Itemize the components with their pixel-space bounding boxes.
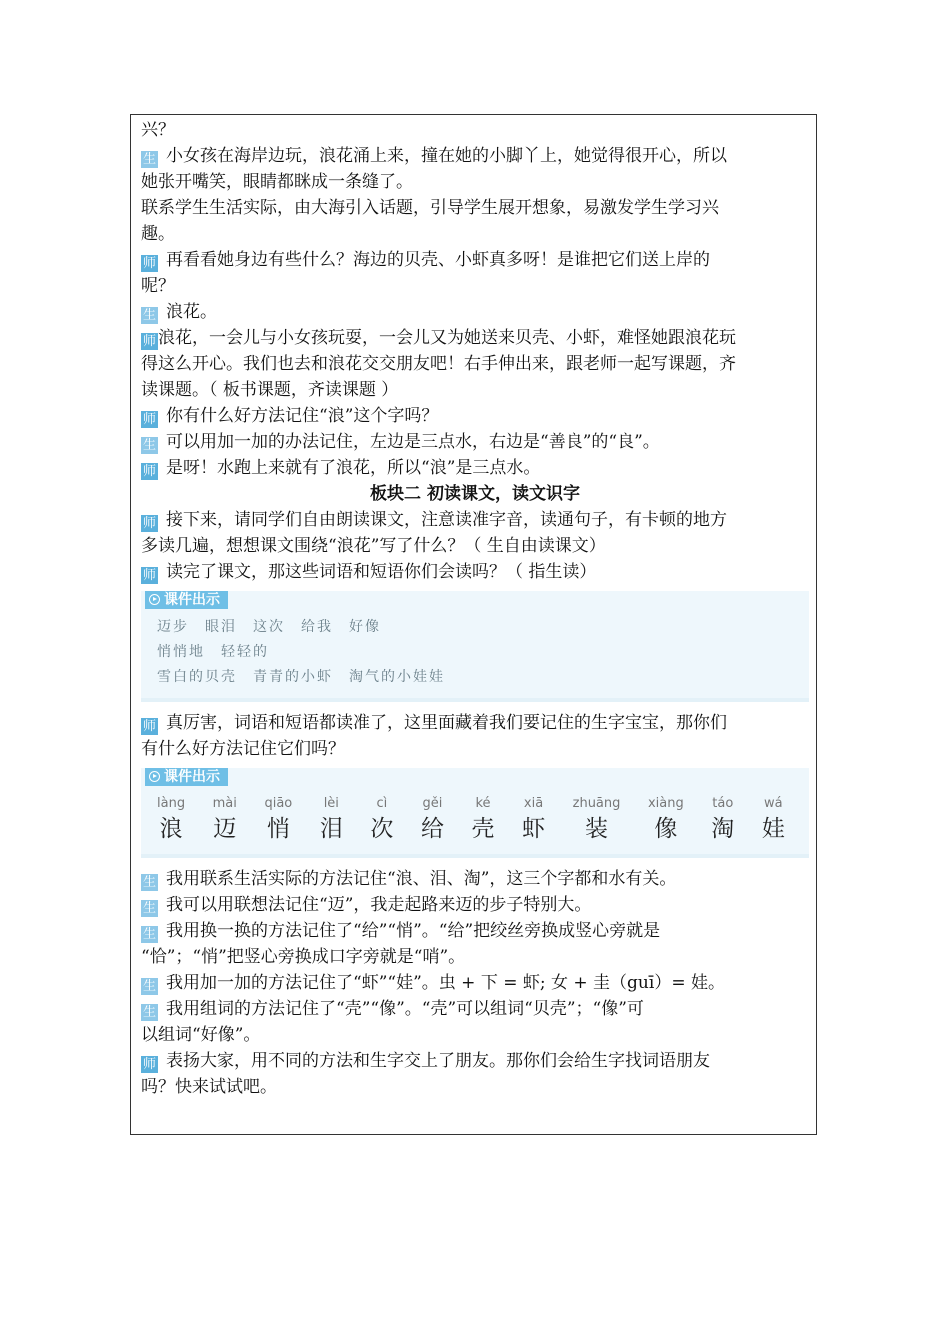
- section-heading: 板块二 初读课文，读文识字: [370, 484, 580, 504]
- hanzi: 泪: [319, 816, 343, 842]
- student-text: 我用换一换的方法记住了“给”“悄”。“给”把绞丝旁换成竖心旁就是: [166, 921, 661, 941]
- note-line: 联系学生生活实际，由大海引入话题，引导学生展开想象，易激发学生学习兴: [141, 198, 719, 218]
- vocabulary-word: 给我: [301, 619, 333, 635]
- student-tag: 生: [142, 1005, 156, 1020]
- play-icon: [149, 771, 160, 782]
- character-card: [648, 796, 684, 846]
- pinyin: xiā: [523, 796, 544, 811]
- vocabulary-word: 青青的小虾: [253, 669, 333, 685]
- teacher-text: 再看看她身边有些什么？海边的贝壳、小虾真多呀！是谁把它们送上岸的: [166, 250, 710, 270]
- text-line: 以组词“好像”。: [141, 1025, 261, 1045]
- pinyin: qiāo: [264, 796, 293, 811]
- vocabulary-word: 迈步: [157, 619, 189, 635]
- hanzi: 像: [654, 816, 678, 842]
- student-text: 我可以用联想法记住“迈”，我走起路来迈的步子特别大。: [166, 895, 592, 915]
- pinyin: wá: [764, 796, 783, 811]
- student-line: [141, 892, 809, 918]
- vocabulary-word: 雪白的贝壳: [157, 669, 237, 685]
- student-line: [141, 143, 809, 169]
- courseware-label-text: 课件出示: [164, 592, 220, 608]
- student-line: [141, 970, 809, 996]
- pinyin: gěi: [422, 796, 443, 811]
- teacher-tag: 师: [142, 464, 156, 479]
- text-line: 趣。: [141, 224, 175, 244]
- vocabulary-word: 眼泪: [205, 619, 237, 635]
- teacher-text: 表扬大家，用不同的方法和生字交上了朋友。那你们会给生字找词语朋友: [166, 1051, 710, 1071]
- hanzi: 迈: [213, 816, 237, 842]
- student-line: [141, 299, 809, 325]
- teacher-text: 接下来，请同学们自由朗读课文，注意读准字音，读通句子，有卡顿的地方: [166, 510, 727, 530]
- text-line: “恰”；“悄”把竖心旁换成口字旁就是“哨”。: [141, 947, 466, 967]
- teacher-tag: 师: [142, 334, 156, 349]
- vocabulary-word: 淘气的小娃娃: [349, 669, 445, 685]
- character-card: [157, 796, 185, 846]
- character-card: [522, 796, 545, 846]
- teacher-line: [141, 247, 809, 273]
- hanzi: 给: [420, 816, 444, 842]
- student-tag: 生: [142, 308, 156, 323]
- student-tag: 生: [142, 152, 156, 167]
- courseware-label-text: 课件出示: [164, 769, 220, 785]
- student-text: 可以用加一加的办法记住，左边是三点水，右边是“善良”的“良”。: [166, 432, 660, 452]
- student-text: 我用加一加的方法记住了“虾”“娃”。虫 + 下 = 虾; 女 + 圭（guī）= 娃。: [166, 973, 725, 993]
- text-line: 她张开嘴笑，眼睛都眯成一条缝了。: [141, 172, 413, 192]
- character-card: [421, 796, 444, 846]
- pinyin: zhuāng: [572, 796, 621, 811]
- vocabulary-list: [141, 591, 809, 698]
- student-text: 我用联系生活实际的方法记住“浪、泪、淘”，这三个字都和水有关。: [166, 869, 677, 889]
- vocabulary-row: [157, 615, 809, 640]
- teacher-tag: 师: [142, 516, 156, 531]
- teacher-tag: 师: [142, 1057, 156, 1072]
- pinyin: mài: [212, 796, 237, 811]
- character-card: [264, 796, 292, 846]
- character-card: [370, 796, 393, 846]
- teacher-text: 真厉害，词语和短语都读准了，这里面藏着我们要记住的生字宝宝，那你们: [166, 713, 727, 733]
- teacher-tag: 师: [142, 412, 156, 427]
- teacher-line: [141, 403, 809, 429]
- courseware-words-box: [141, 591, 809, 702]
- text-line: 有什么好方法记住它们吗？: [141, 739, 345, 759]
- courseware-label: [145, 591, 228, 609]
- teacher-line: [141, 455, 809, 481]
- pinyin: lèi: [323, 796, 339, 811]
- teacher-line: [141, 507, 809, 533]
- text-line: 呢？: [141, 276, 175, 296]
- lesson-frame: [130, 114, 817, 1135]
- text-line: 兴？: [141, 120, 175, 140]
- text-line: 得这么开心。我们也去和浪花交交朋友吧！右手伸出来，跟老师一起写课题，齐: [141, 354, 736, 374]
- vocabulary-word: 好像: [349, 619, 381, 635]
- character-list: [141, 768, 809, 854]
- character-card: [573, 796, 621, 846]
- character-card: [762, 796, 785, 846]
- student-tag: 生: [142, 875, 156, 890]
- text-line: 多读几遍，想想课文围绕“浪花”写了什么？（ 生自由读课文）: [141, 536, 606, 556]
- hanzi: 悄: [266, 816, 290, 842]
- hanzi: 虾: [522, 816, 546, 842]
- hanzi: 壳: [471, 816, 495, 842]
- teacher-line: [141, 710, 809, 736]
- teacher-text: 你有什么好方法记住“浪”这个字吗？: [166, 406, 439, 426]
- lesson-content: [141, 117, 809, 1100]
- vocabulary-row: [157, 665, 809, 690]
- teacher-tag: 师: [142, 568, 156, 583]
- hanzi: 装: [585, 816, 608, 842]
- student-tag: 生: [142, 927, 156, 942]
- teacher-text: 是呀！水跑上来就有了浪花，所以“浪”是三点水。: [166, 458, 541, 478]
- student-text: 浪花。: [166, 302, 217, 322]
- student-line: [141, 429, 809, 455]
- text-line: 读课题。（ 板书课题，齐读课题 ）: [141, 380, 399, 400]
- character-card: [213, 796, 237, 846]
- pinyin: táo: [712, 796, 734, 811]
- student-line: [141, 866, 809, 892]
- vocabulary-row: [157, 640, 809, 665]
- teacher-text: 浪花，一会儿与小女孩玩耍，一会儿又为她送来贝壳、小虾，难怪她跟浪花玩: [158, 328, 736, 348]
- pinyin: cì: [376, 796, 388, 811]
- student-text: 小女孩在海岸边玩，浪花涌上来，撞在她的小脚丫上，她觉得很开心，所以: [166, 146, 727, 166]
- student-text: 我用组词的方法记住了“壳”“像”。“壳”可以组词“贝壳”；“像”可: [166, 999, 644, 1019]
- teacher-tag: 师: [142, 256, 156, 271]
- hanzi: 次: [370, 816, 394, 842]
- play-icon: [149, 594, 160, 605]
- character-card: [711, 796, 734, 846]
- pinyin: ké: [475, 796, 491, 811]
- teacher-tag: 师: [142, 719, 156, 734]
- pinyin: làng: [157, 796, 186, 811]
- student-line: [141, 918, 809, 944]
- student-tag: 生: [142, 438, 156, 453]
- student-tag: 生: [142, 979, 156, 994]
- teacher-line: [141, 559, 809, 585]
- pinyin: xiàng: [647, 796, 684, 811]
- hanzi: 浪: [159, 816, 183, 842]
- teacher-text: 读完了课文，那这些词语和短语你们会读吗？（ 指生读）: [166, 562, 597, 582]
- vocabulary-word: 这次: [253, 619, 285, 635]
- student-tag: 生: [142, 901, 156, 916]
- text-line: 吗？快来试试吧。: [141, 1077, 277, 1097]
- vocabulary-word: 轻轻的: [221, 644, 269, 660]
- character-card: [320, 796, 343, 846]
- vocabulary-word: 悄悄地: [157, 644, 205, 660]
- student-line: [141, 996, 809, 1022]
- character-card: [472, 796, 495, 846]
- teacher-line: [141, 1048, 809, 1074]
- teacher-line: [141, 325, 809, 351]
- hanzi: 淘: [711, 816, 735, 842]
- hanzi: 娃: [761, 816, 785, 842]
- courseware-label: [145, 768, 228, 786]
- courseware-characters-box: [141, 768, 809, 858]
